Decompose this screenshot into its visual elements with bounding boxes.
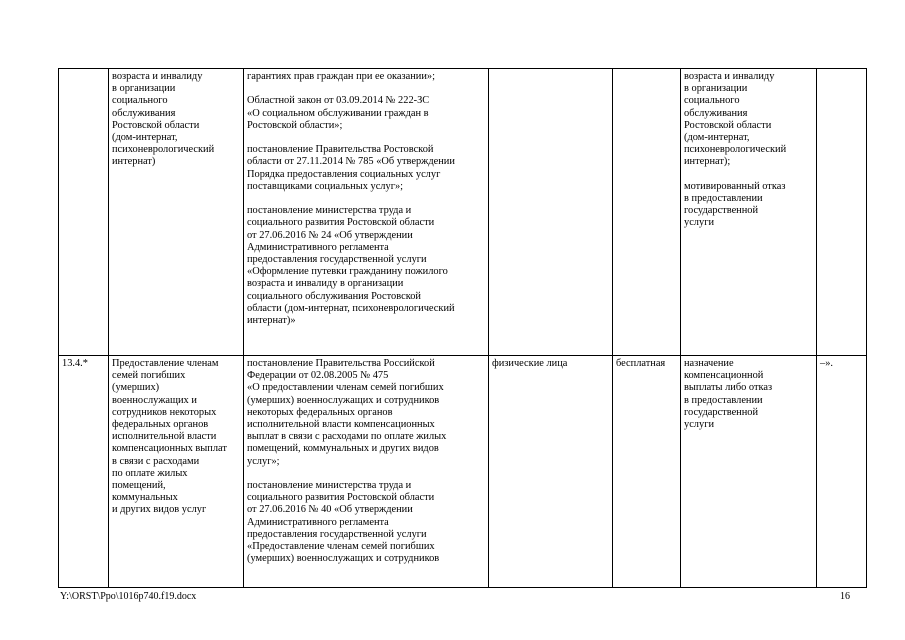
- result-cell: назначение компенсационной выплаты либо отказ в предоставлении государственной услуги: [681, 356, 817, 588]
- service-name-cell: Предоставление членам семей погибших (умерших) военнослужащих и сотрудников некоторых федеральных органов исполнительной власти компенсационных выплат в связи с расходами по оплате жилых помещений, коммунальных и других видов услуг: [109, 356, 244, 588]
- result-cell: возраста и инвалиду в организации социального обслуживания Ростовской области (дом-интернат, психоневрологический интернат); мотивированный отказ в предоставлении государственной услуги: [681, 69, 817, 356]
- services-table: [58, 68, 867, 588]
- row-number-cell: 13.4.*: [59, 356, 109, 588]
- note-cell: [817, 69, 867, 356]
- cost-cell: бесплатная: [613, 356, 681, 588]
- applicants-cell: физические лица: [489, 356, 613, 588]
- legal-basis-cell: гарантиях прав граждан при ее оказании»; Областной закон от 03.09.2014 № 222-ЗС «О социальном обслуживании граждан в Ростовской области»; постановление Правительства Ростовской области от 27.11.2014 № 785 «Об утверждении Порядка предоставления социальных услуг поставщиками социальных услуг»; постановление министерства труда и социального развития Ростовской области от 27.06.2016 № 24 «Об утверждении Административного регламента предоставления государственной услуги «Оформление путевки гражданину пожилого возраста и инвалиду в организации социального обслуживания Ростовской области (дом-интернат, психоневрологический интернат)»: [244, 69, 489, 356]
- table-row: [59, 356, 867, 588]
- legal-basis-cell: постановление Правительства Российской Федерации от 02.08.2005 № 475 «О предоставлении членам семей погибших (умерших) военнослужащих и сотрудников некоторых федеральных органов исполнительной власти компенсационных выплат в связи с расходами по оплате жилых помещений, коммунальных и других видов услуг»; постановление министерства труда и социального развития Ростовской области от 27.06.2016 № 40 «Об утверждении Административного регламента предоставления государственной услуги «Предоставление членам семей погибших (умерших) военнослужащих и сотрудников: [244, 356, 489, 588]
- cost-cell: [613, 69, 681, 356]
- row-number-cell: [59, 69, 109, 356]
- applicants-cell: [489, 69, 613, 356]
- footer-page-number: 16: [840, 591, 850, 602]
- note-cell: –».: [817, 356, 867, 588]
- footer-file-path: Y:\ORST\Ppo\1016p740.f19.docx: [60, 591, 197, 602]
- table-row: [59, 69, 867, 356]
- service-name-cell: возраста и инвалиду в организации социального обслуживания Ростовской области (дом-интернат, психоневрологический интернат): [109, 69, 244, 356]
